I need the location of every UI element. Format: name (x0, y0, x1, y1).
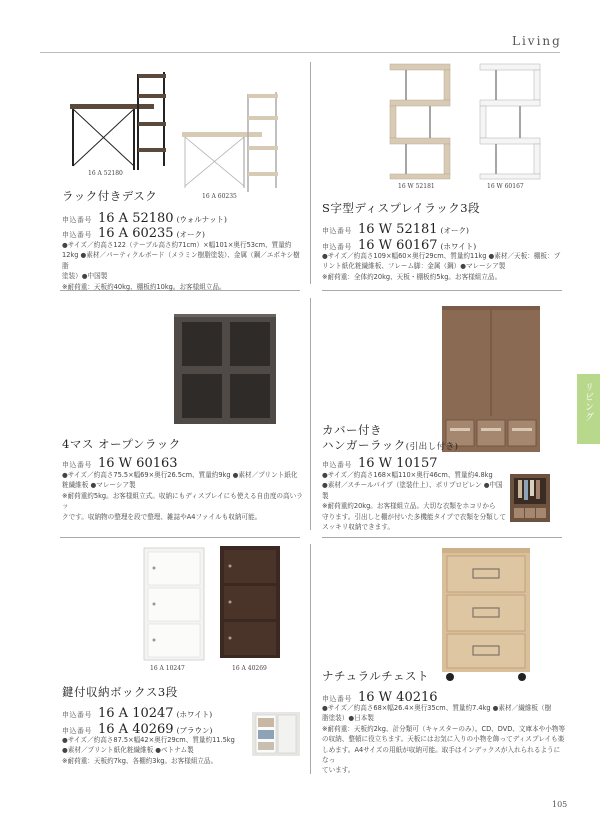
lock-box-brown-image-label: 16 A 40269 (232, 665, 267, 672)
section-side-tab (577, 374, 600, 444)
product-code: 16 A 40269 (98, 722, 174, 737)
desc-line: スッキリ収納できます。 (322, 523, 394, 532)
lock-box-white-image-label: 16 A 10247 (150, 665, 185, 672)
code-label: 申込番号 (322, 461, 352, 469)
hanger-rack-title-main: ハンガーラック (322, 438, 406, 452)
color-variant: (ホワイト) (176, 710, 213, 719)
desc-line: しめます。A4サイズの用紙が収納可能。取手はインデックスが入れられるようになっ (322, 745, 561, 765)
desc-line: ●サイズ／約高さ75.5×幅69×奥行26.5cm、質量約9kg ●素材／プリント紙化 (62, 471, 298, 479)
column-divider-bottom (310, 544, 311, 774)
desc-line: ※耐荷重約20kg。お客様組立品。大切な衣類をホコリから (322, 502, 496, 511)
desk-walnut-image (64, 70, 182, 180)
s-rack-white-image-label: 16 W 60167 (487, 183, 524, 190)
code-label: 申込番号 (322, 695, 352, 703)
desc-line: ●素材／プリント紙化粧繊維板 ●ベトナム製 (62, 746, 194, 755)
chest-title: ナチュラルチェスト (322, 669, 429, 683)
open-rack-code-row (62, 452, 178, 471)
code-label: 申込番号 (62, 727, 92, 735)
desc-line: ※耐荷重：天板約40kg、棚板約10kg。お客様組立品。 (62, 282, 226, 291)
hanger-rack-description (322, 470, 508, 532)
code-label: 申込番号 (322, 243, 352, 251)
lock-box-white-image (144, 548, 206, 662)
desc-line: ※耐荷重：全体約20kg、天板・棚板約5kg。お客様組立品。 (322, 272, 502, 281)
page-number: 105 (552, 800, 568, 809)
desc-line: ●サイズ／約高さ87.5×幅42×奥行29cm、質量約11.5kg (62, 736, 235, 744)
desc-line: 脂塗装）●日本製 (322, 714, 374, 723)
product-code: 16 A 60235 (98, 226, 174, 241)
lock-box-description (62, 735, 272, 766)
product-code: 16 W 60163 (98, 456, 178, 471)
desc-line: ※耐荷重約5kg。お客様組立式。収納にもディスプレイにも使える自由度の高いラッ (62, 491, 303, 511)
desc-line: の収納、整頓に役立ちます。天板にはお気に入りの小物を飾ってディスプレイも楽 (322, 735, 565, 744)
desc-line: ※耐荷重：天板約7kg、各棚約3kg。お客様組立品。 (62, 756, 218, 765)
lock-box-brown-image (220, 546, 282, 660)
desc-line: クです。収納物の整理を段で整理、雑誌やA4ファイルも収納可能。 (62, 512, 262, 521)
s-rack-white-image (476, 62, 546, 180)
desk-walnut-image-label: 16 A 52180 (88, 170, 123, 177)
desc-line: 粧繊維板 ●マレーシア製 (62, 481, 136, 490)
desc-line: ●素材／スチールパイプ（塗装仕上）、ポリプロピレン ●中国製 (322, 481, 503, 500)
hanger-rack-title-note: (引出し付き) (405, 442, 459, 452)
open-rack-description (62, 470, 306, 522)
chest-description (322, 703, 566, 776)
desc-line: 守ります。引出しと棚が付いた多機能タイプで衣類を分類して (322, 512, 506, 521)
hanger-rack-code-row (322, 452, 438, 471)
desc-line: ●サイズ／約高さ109×幅60×奥行29cm、質量約11kg ●素材／天板：棚板：プ (322, 252, 561, 260)
color-variant: (オーク) (440, 226, 469, 235)
hanger-rack-image (440, 304, 544, 456)
row-divider-right-1 (322, 290, 562, 291)
desk-description (62, 240, 306, 292)
s-rack-oak-image (386, 62, 456, 180)
color-variant: (ウォルナット) (176, 215, 227, 224)
row-divider-right-2 (322, 537, 562, 538)
desc-line: 塗装）●中国製 (62, 272, 108, 281)
column-divider-middle (310, 298, 311, 530)
desk-oak-image-label: 16 A 60235 (202, 193, 237, 200)
product-code: 16 W 40216 (358, 690, 438, 705)
desc-line: ています。 (322, 766, 355, 775)
product-code: 16 W 60167 (358, 238, 438, 253)
color-variant: (ブラウン) (176, 726, 213, 735)
code-label: 申込番号 (62, 461, 92, 469)
open-rack-image (174, 314, 278, 426)
desc-line: ※耐荷重：天板約2kg、計分類可（キャスターのみ）。CD、DVD、文庫本や小物等 (322, 724, 566, 733)
hanger-rack-interior-image (510, 474, 550, 522)
desk-oak-image (178, 88, 290, 192)
row-divider-left-2 (60, 537, 300, 538)
desc-line: リント紙化粧繊維板、フレーム脚：金属（鋼）●マレーシア製 (322, 262, 506, 271)
code-label: 申込番号 (62, 216, 92, 224)
desk-title: ラック付きデスク (62, 189, 158, 203)
s-rack-oak-image-label: 16 W 52181 (398, 183, 435, 190)
s-rack-description (322, 251, 562, 282)
side-tab-label: リビング (583, 382, 593, 422)
product-code: 16 A 52180 (98, 211, 174, 226)
section-title: Living (512, 34, 562, 48)
chest-image (440, 546, 534, 682)
desc-line: 12kg ●素材／パーティクルボード（メラミン樹脂塗装）、金属（鋼／エポキシ樹脂 (62, 251, 300, 270)
open-rack-title: 4マス オープンラック (62, 437, 181, 451)
code-label: 申込番号 (322, 227, 352, 235)
color-variant: (オーク) (176, 230, 205, 239)
hanger-rack-title-line1: カバー付き (322, 423, 382, 437)
code-label: 申込番号 (62, 711, 92, 719)
lock-box-title: 鍵付収納ボックス3段 (62, 685, 178, 699)
desc-line: ●サイズ／約高さ122（テーブル高さ約71cm）×幅101×奥行53cm、質量約 (62, 241, 292, 249)
column-divider-top (310, 62, 311, 284)
s-rack-title: S字型ディスプレイラック3段 (322, 201, 481, 215)
desc-line: ●サイズ／約高さ168×幅110×奥行46cm、質量約4.8kg (322, 471, 493, 479)
header-rule (40, 52, 560, 53)
hanger-rack-title-line2 (322, 437, 458, 453)
product-code: 16 W 52181 (358, 222, 438, 237)
desk-code-row-2 (62, 222, 205, 241)
code-label: 申込番号 (62, 231, 92, 239)
color-variant: (ホワイト) (440, 242, 477, 251)
product-code: 16 A 10247 (98, 706, 174, 721)
product-code: 16 W 10157 (358, 456, 438, 471)
desc-line: ●サイズ／約高さ68×幅26.4×奥行35cm、質量約7.4kg ●素材／繊維板（樹 (322, 704, 552, 712)
